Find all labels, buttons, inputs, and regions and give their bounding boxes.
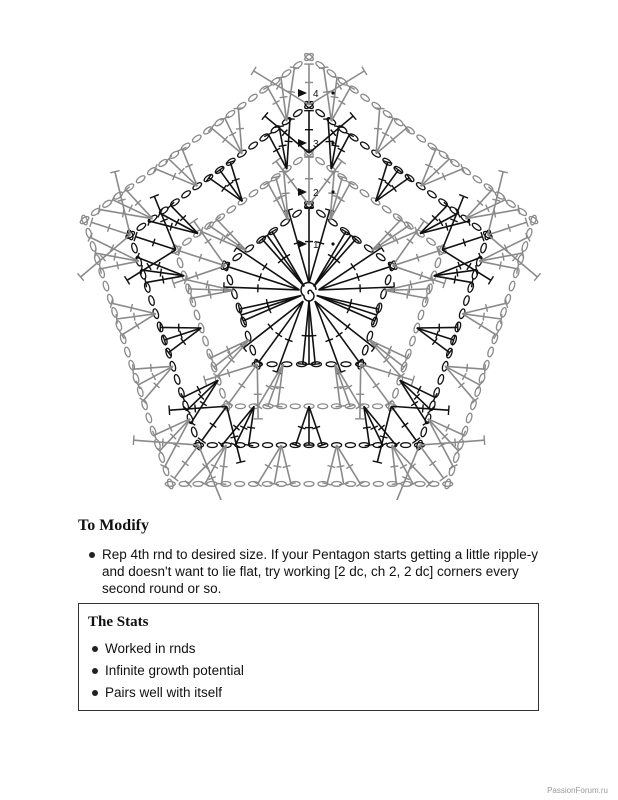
round-1 [220,200,398,374]
stats-list [89,640,244,706]
list-item: Rep 4th rnd to desired size. If your Pentagon starts getting a little ripple-y and doesn't want to lie flat, try working [2 dc, ch 2, 2 dc] corners every second round or so. [86,546,546,597]
list-item: Infinite growth potential [89,662,244,679]
round-2 [170,148,447,419]
round-1-marker [298,240,335,251]
to-modify-heading: To Modify [78,517,149,534]
round-number: 3 [313,139,319,150]
round-number: 2 [313,188,319,199]
list-item: Pairs well with itself [89,684,244,701]
stats-title: The Stats [88,614,149,630]
round-4-marker [298,89,335,100]
round-number: 4 [313,89,319,100]
watermark: PassionForum.ru [547,786,608,795]
stats-box [78,603,539,711]
list-item: Worked in rnds [89,640,244,657]
to-modify-list [86,546,546,597]
round-number: 1 [313,240,319,251]
